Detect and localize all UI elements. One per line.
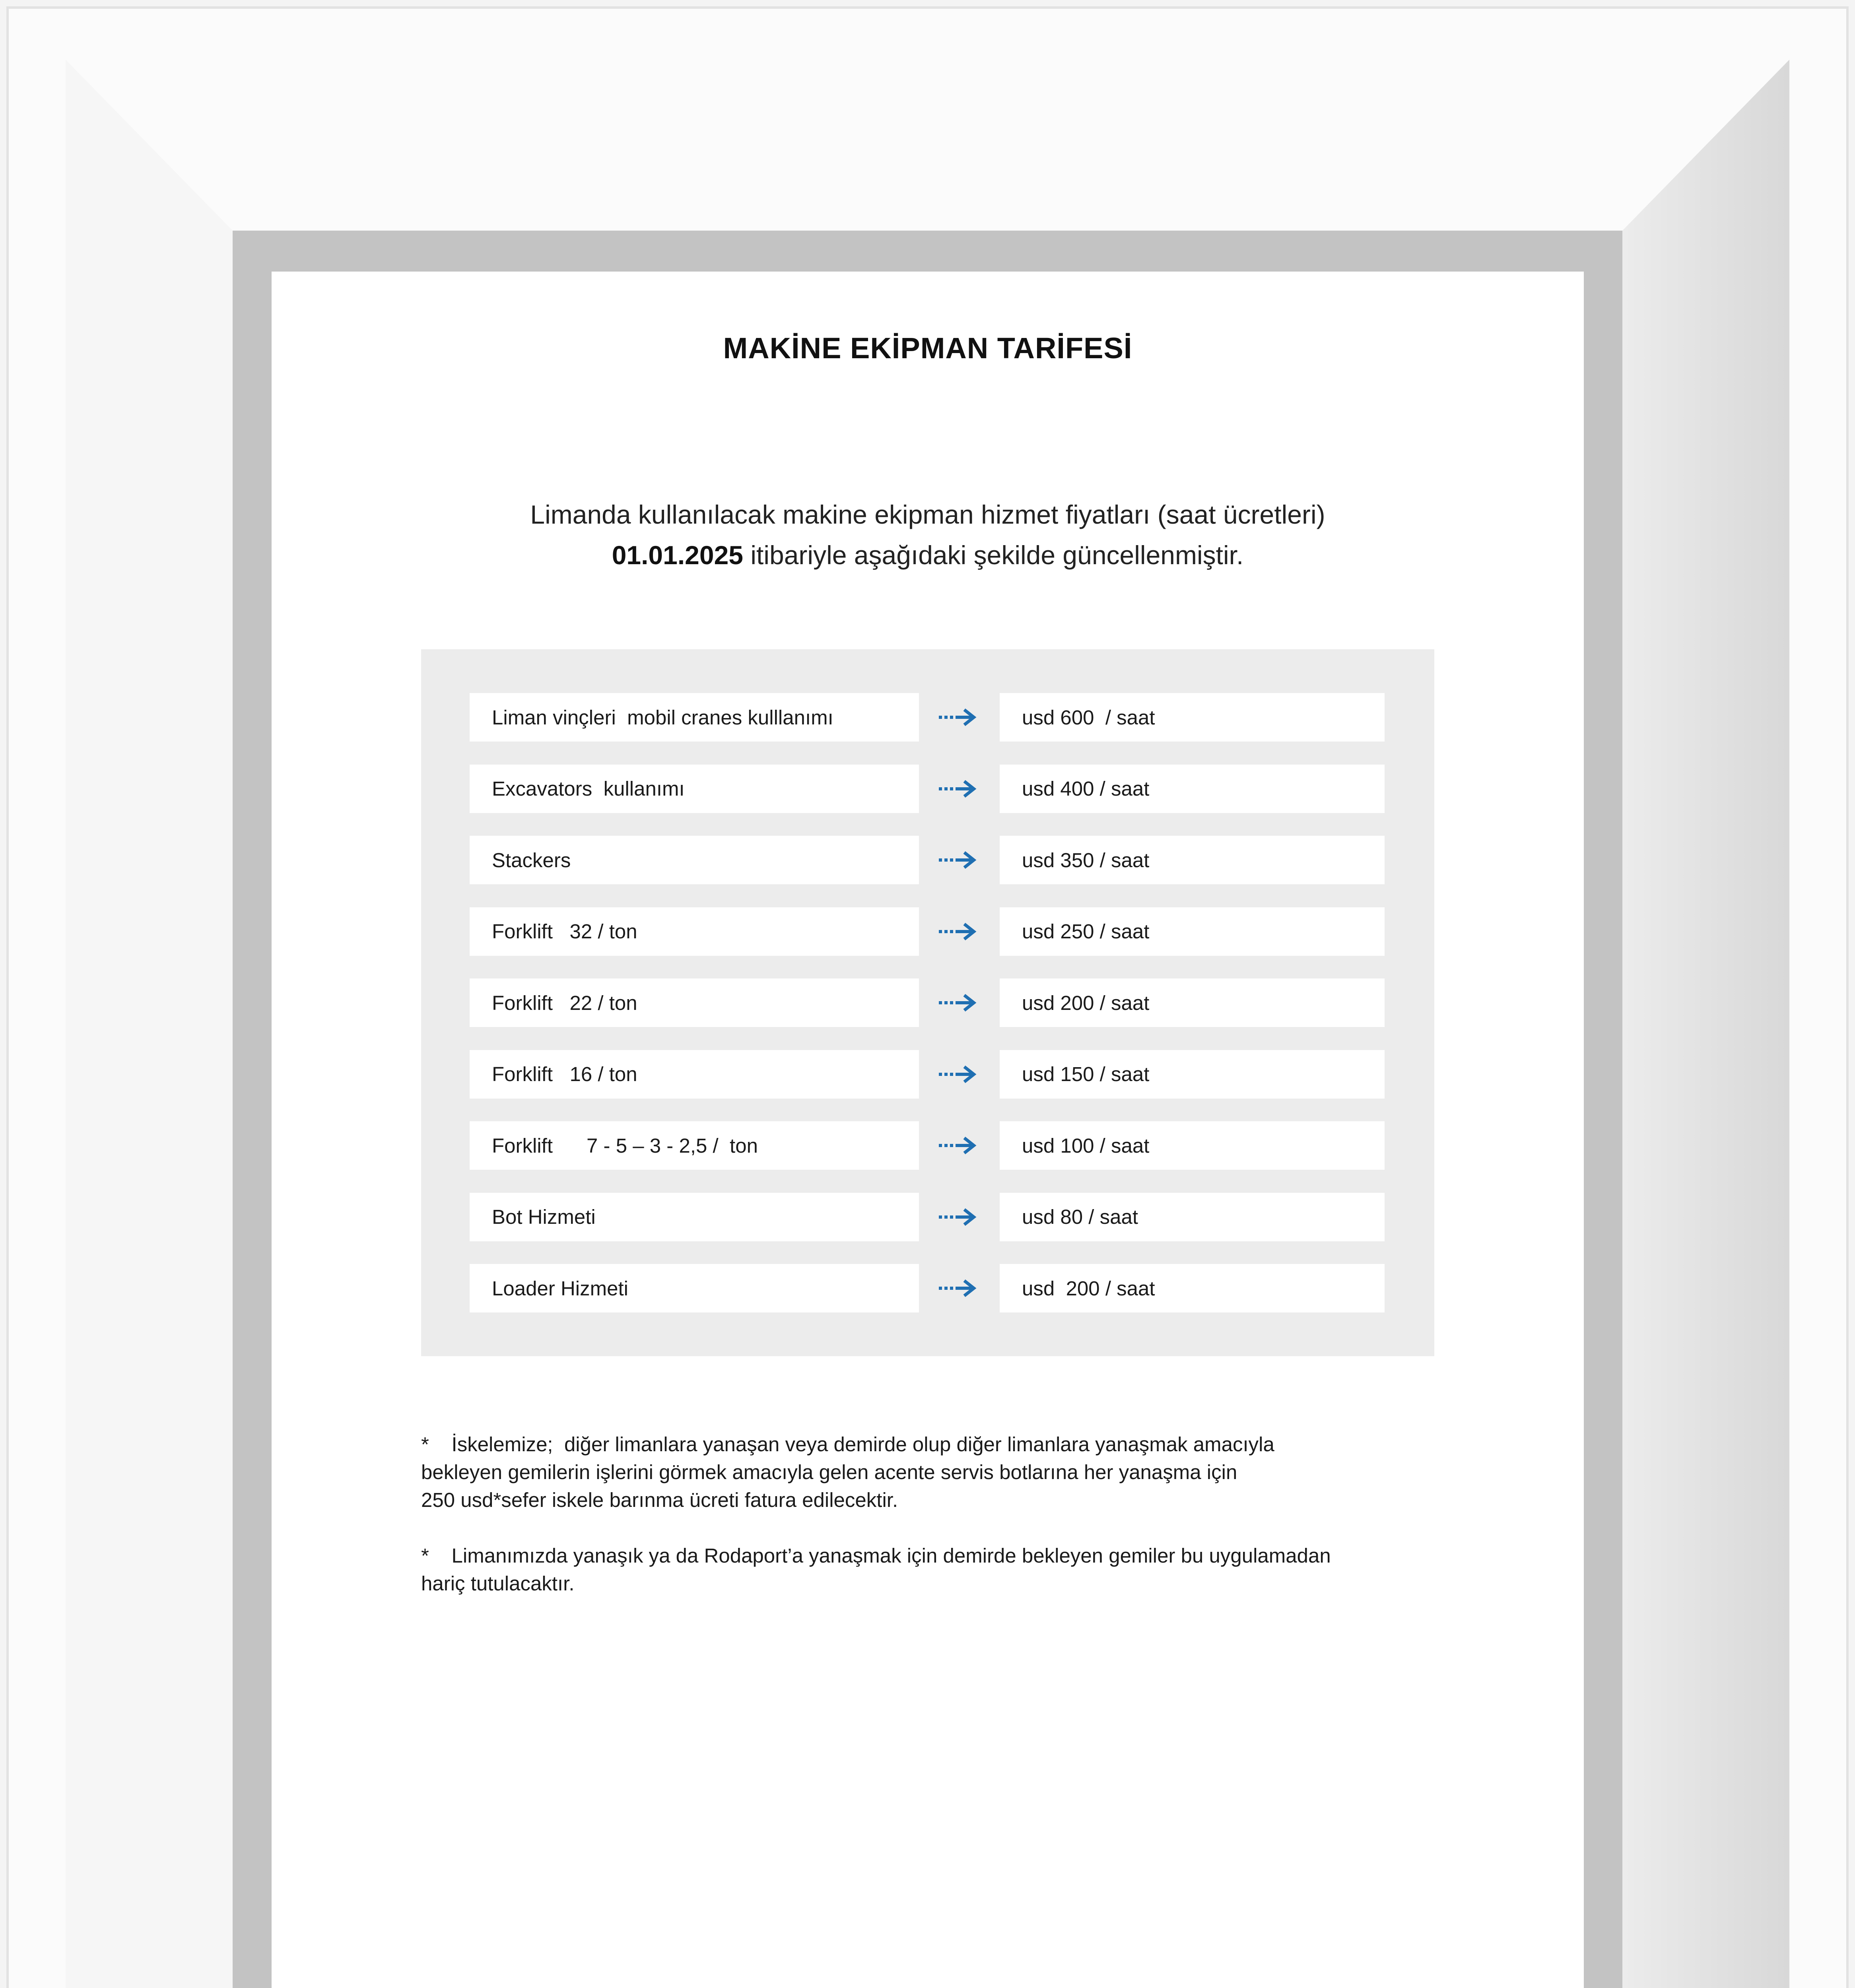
service-price: usd 200 / saat	[1000, 1264, 1385, 1312]
dashed-arrow-right-icon	[938, 993, 978, 1013]
service-name: Bot Hizmeti	[470, 1193, 919, 1241]
tariff-row	[421, 765, 1434, 813]
dashed-arrow-right-icon	[938, 922, 978, 942]
tariff-row	[421, 693, 1434, 742]
tariff-row	[421, 978, 1434, 1027]
frame-bevel-right	[1622, 60, 1789, 1988]
service-name: Liman vinçleri mobil cranes kulllanımı	[470, 693, 919, 742]
dashed-arrow-right-icon	[938, 779, 978, 799]
service-name: Excavators kullanımı	[470, 765, 919, 813]
tariff-document	[272, 272, 1584, 1988]
dashed-arrow-right-icon	[938, 707, 978, 727]
tariff-row	[421, 1050, 1434, 1099]
service-price: usd 200 / saat	[1000, 978, 1385, 1027]
service-price: usd 100 / saat	[1000, 1121, 1385, 1170]
service-name: Loader Hizmeti	[470, 1264, 919, 1312]
dashed-arrow-right-icon	[938, 1064, 978, 1084]
service-name: Stackers	[470, 836, 919, 884]
tariff-row	[421, 907, 1434, 956]
frame-bevel-left	[66, 60, 233, 1988]
tariff-row	[421, 1264, 1434, 1312]
intro-line-1: Limanda kullanılacak makine ekipman hizmet fiyatları (saat ücretleri)	[530, 500, 1325, 529]
service-name: Forklift 7 - 5 – 3 - 2,5 / ton	[470, 1121, 919, 1170]
intro-line-2	[272, 535, 1584, 575]
dashed-arrow-right-icon	[938, 850, 978, 870]
service-price: usd 250 / saat	[1000, 907, 1385, 956]
service-price: usd 350 / saat	[1000, 836, 1385, 884]
intro-line-2-text: itibariyle aşağıdaki şekilde güncellenmiştir.	[743, 540, 1244, 570]
dashed-arrow-right-icon	[938, 1136, 978, 1155]
note-boat-docking: * İskelemize; diğer limanlara yanaşan veya demirde olup diğer limanlara yanaşmak amacıyla bekleyen gemilerin işlerini görmek amacıyla gelen acente servis botlarına her yanaşma için 250 usd*sefer iskele barınma ücreti fatura edilecektir.	[421, 1433, 1274, 1511]
service-name: Forklift 16 / ton	[470, 1050, 919, 1099]
note-exemption: * Limanımızda yanaşık ya da Rodaport’a yanaşmak için demirde bekleyen gemiler bu uygulamadan hariç tutulacaktır.	[421, 1544, 1331, 1595]
intro-paragraph	[272, 494, 1584, 575]
tariff-table	[421, 649, 1434, 1356]
notes-section	[421, 1431, 1439, 1625]
service-price: usd 80 / saat	[1000, 1193, 1385, 1241]
tariff-row	[421, 836, 1434, 884]
service-name: Forklift 32 / ton	[470, 907, 919, 956]
service-price: usd 400 / saat	[1000, 765, 1385, 813]
service-price: usd 150 / saat	[1000, 1050, 1385, 1099]
dashed-arrow-right-icon	[938, 1207, 978, 1227]
document-title: MAKİNE EKİPMAN TARİFESİ	[723, 332, 1132, 365]
service-name: Forklift 22 / ton	[470, 978, 919, 1027]
tariff-row	[421, 1121, 1434, 1170]
tariff-row	[421, 1193, 1434, 1241]
intro-date: 01.01.2025	[612, 540, 744, 570]
frame-bevel-top	[66, 60, 1789, 231]
dashed-arrow-right-icon	[938, 1278, 978, 1298]
service-price: usd 600 / saat	[1000, 693, 1385, 742]
